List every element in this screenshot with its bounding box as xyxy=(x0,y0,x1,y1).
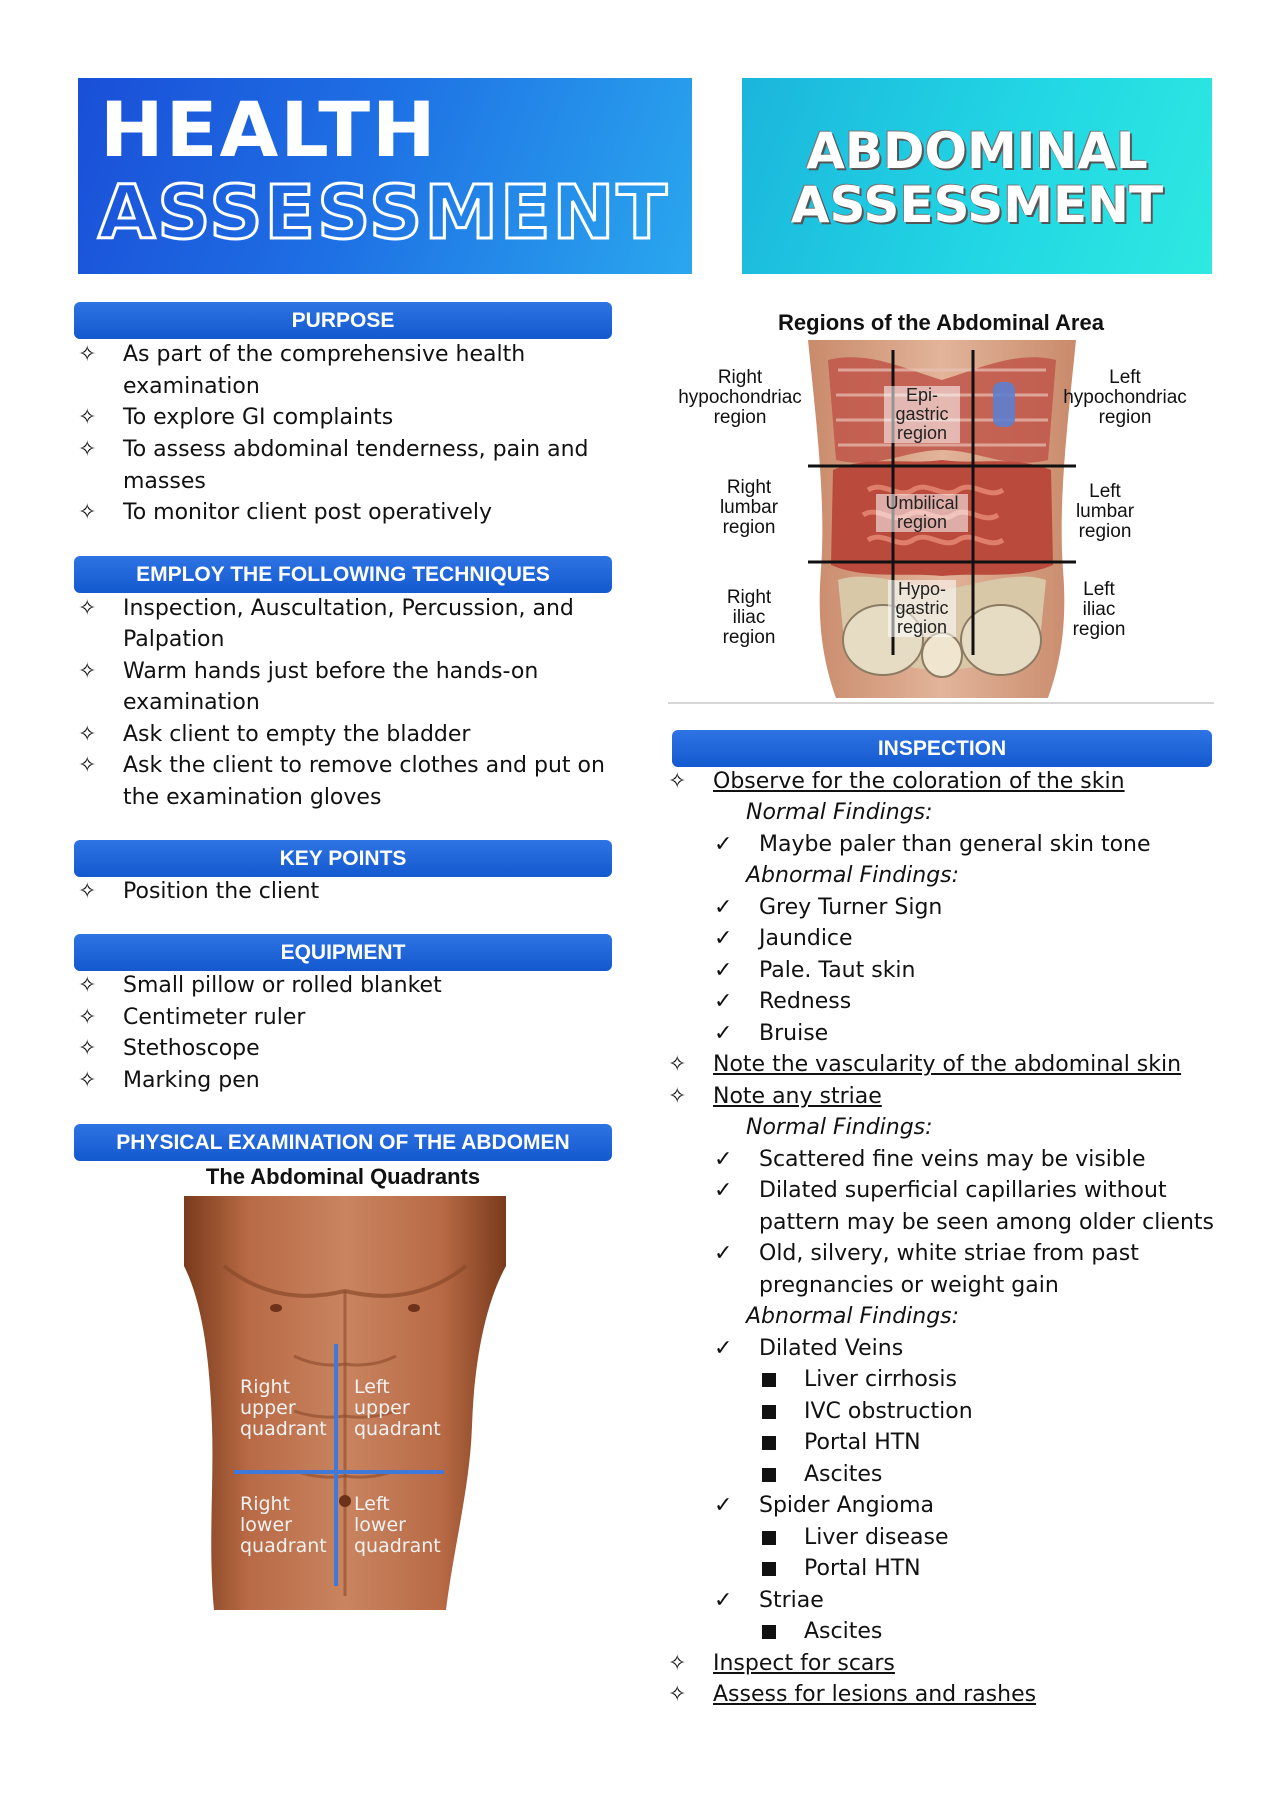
purpose-bullet-icon: ✧ xyxy=(78,500,97,525)
epi-line3: region xyxy=(896,423,948,443)
technique-bullet-icon: ✧ xyxy=(78,596,97,621)
umbilical-label xyxy=(876,494,968,532)
ll-line1: Left xyxy=(1089,481,1121,502)
ri-line1: Right xyxy=(726,587,772,608)
llq-line2: lower xyxy=(354,1514,406,1536)
rh-line3: region xyxy=(713,407,767,428)
check-icon: ✓ xyxy=(714,926,733,951)
inspection-header: INSPECTION xyxy=(672,730,1212,767)
purpose-bullet-icon: ✧ xyxy=(78,342,97,367)
ri-line2: iliac xyxy=(732,607,766,628)
technique-item-4-line1: Ask the client to remove clothes and put on xyxy=(123,753,605,778)
coloration-normal-1: Maybe paler than general skin tone xyxy=(759,832,1151,857)
coloration-abnormal-5: Bruise xyxy=(759,1021,829,1046)
rlq-line1: Right xyxy=(240,1493,291,1515)
abdominal-assessment-banner xyxy=(742,78,1212,274)
dilated-veins: Dilated Veins xyxy=(759,1336,904,1361)
rlq-label xyxy=(240,1494,327,1557)
purpose-bullet-icon: ✧ xyxy=(78,405,97,430)
dilated-veins-item-3: Portal HTN xyxy=(804,1430,921,1455)
lh-line2: hypochondriac xyxy=(1063,387,1187,408)
purpose-item-3-line2: masses xyxy=(123,469,206,494)
inspection-bullet-icon: ✧ xyxy=(668,1682,687,1707)
striae-heading: Note any striae xyxy=(713,1084,882,1109)
health-assessment-banner xyxy=(78,78,692,274)
left-iliac-label xyxy=(1050,580,1148,640)
square-bullet-icon xyxy=(762,1625,776,1639)
luq-label xyxy=(354,1377,441,1440)
ll-line3: region xyxy=(1078,521,1132,542)
striae-normal-2-line1: Dilated superficial capillaries without xyxy=(759,1178,1167,1203)
striae-abnormal-label: Abnormal Findings: xyxy=(746,1304,960,1329)
banner-title-line2: ASSESSMENT xyxy=(98,170,669,256)
check-icon: ✓ xyxy=(714,832,733,857)
lh-line3: region xyxy=(1098,407,1152,428)
technique-bullet-icon: ✧ xyxy=(78,659,97,684)
equipment-item-4: Marking pen xyxy=(123,1068,260,1093)
inspection-bullet-icon: ✧ xyxy=(668,1052,687,1077)
left-hypochondriac-label xyxy=(1052,368,1198,428)
coloration-normal-label: Normal Findings: xyxy=(746,800,933,825)
square-bullet-icon xyxy=(762,1562,776,1576)
li-line1: Left xyxy=(1083,579,1115,600)
striae-normal-1: Scattered fine veins may be visible xyxy=(759,1147,1146,1172)
llq-line1: Left xyxy=(354,1493,390,1515)
hypo-line1: Hypo- xyxy=(897,579,946,599)
coloration-abnormal-4: Redness xyxy=(759,989,852,1014)
spider-angioma-item-1: Liver disease xyxy=(804,1525,949,1550)
ri-line3: region xyxy=(722,627,776,648)
technique-item-4-line2: the examination gloves xyxy=(123,785,382,810)
llq-label xyxy=(354,1494,441,1557)
equipment-bullet-icon: ✧ xyxy=(78,973,97,998)
section-divider xyxy=(668,702,1214,704)
technique-bullet-icon: ✧ xyxy=(78,722,97,747)
rl-line2: lumbar xyxy=(719,497,779,518)
vascularity-heading: Note the vascularity of the abdominal skin xyxy=(713,1052,1182,1077)
technique-item-1-line2: Palpation xyxy=(123,627,225,652)
check-icon: ✓ xyxy=(714,1336,733,1361)
right-lumbar-label xyxy=(700,478,798,538)
technique-item-3: Ask client to empty the bladder xyxy=(123,722,471,747)
luq-line3: quadrant xyxy=(354,1418,441,1440)
check-icon: ✓ xyxy=(714,895,733,920)
check-icon: ✓ xyxy=(714,1588,733,1613)
equipment-bullet-icon: ✧ xyxy=(78,1068,97,1093)
banner-right-line2: ASSESSMENT xyxy=(790,176,1164,234)
equipment-item-2: Centimeter ruler xyxy=(123,1005,306,1030)
inspection-bullet-icon: ✧ xyxy=(668,1084,687,1109)
luq-line2: upper xyxy=(354,1397,410,1419)
check-icon: ✓ xyxy=(714,1178,733,1203)
check-icon: ✓ xyxy=(714,989,733,1014)
ll-line2: lumbar xyxy=(1075,501,1135,522)
rh-line2: hypochondriac xyxy=(678,387,802,408)
hypo-line2: gastric xyxy=(895,598,949,618)
epi-line2: gastric xyxy=(895,404,949,424)
right-iliac-label xyxy=(700,588,798,648)
striae-item-1: Ascites xyxy=(804,1619,883,1644)
rl-line1: Right xyxy=(726,477,772,498)
dilated-veins-item-1: Liver cirrhosis xyxy=(804,1367,957,1392)
epi-line1: Epi- xyxy=(905,385,938,405)
lh-line1: Left xyxy=(1109,367,1141,388)
ruq-line1: Right xyxy=(240,1376,291,1398)
luq-line1: Left xyxy=(354,1376,390,1398)
ruq-label xyxy=(240,1377,327,1440)
technique-bullet-icon: ✧ xyxy=(78,753,97,778)
purpose-item-2: To explore GI complaints xyxy=(123,405,394,430)
quadrants-caption: The Abdominal Quadrants xyxy=(205,1164,481,1189)
purpose-header: PURPOSE xyxy=(74,302,612,339)
ruq-line3: quadrant xyxy=(240,1418,327,1440)
hypogastric-label xyxy=(888,580,956,637)
coloration-abnormal-3: Pale. Taut skin xyxy=(759,958,916,983)
ruq-line2: upper xyxy=(240,1397,296,1419)
umb-line1: Umbilical xyxy=(885,493,959,513)
equipment-header: EQUIPMENT xyxy=(74,934,612,971)
square-bullet-icon xyxy=(762,1468,776,1482)
scars-heading: Inspect for scars xyxy=(713,1651,895,1676)
coloration-abnormal-2: Jaundice xyxy=(759,926,853,951)
hypo-line3: region xyxy=(896,617,948,637)
equipment-bullet-icon: ✧ xyxy=(78,1005,97,1030)
purpose-item-1-line1: As part of the comprehensive health xyxy=(123,342,526,367)
dilated-veins-item-2: IVC obstruction xyxy=(804,1399,973,1424)
purpose-bullet-icon: ✧ xyxy=(78,437,97,462)
key-point-bullet-icon: ✧ xyxy=(78,879,97,904)
striae-finding: Striae xyxy=(759,1588,824,1613)
square-bullet-icon xyxy=(762,1405,776,1419)
lesions-heading: Assess for lesions and rashes xyxy=(713,1682,1037,1707)
coloration-abnormal-1: Grey Turner Sign xyxy=(759,895,943,920)
abdominal-quadrants-image xyxy=(184,1196,506,1610)
technique-item-2-line2: examination xyxy=(123,690,260,715)
purpose-item-4: To monitor client post operatively xyxy=(123,500,493,525)
check-icon: ✓ xyxy=(714,1021,733,1046)
striae-normal-3-line2: pregnancies or weight gain xyxy=(759,1273,1059,1298)
left-lumbar-label xyxy=(1056,482,1154,542)
banner-title-line1: HEALTH xyxy=(100,85,438,174)
techniques-header: EMPLOY THE FOLLOWING TECHNIQUES xyxy=(74,556,612,593)
llq-line3: quadrant xyxy=(354,1535,441,1557)
rl-line3: region xyxy=(722,517,776,538)
key-point-item-1: Position the client xyxy=(123,879,320,904)
equipment-item-1: Small pillow or rolled blanket xyxy=(123,973,442,998)
check-icon: ✓ xyxy=(714,1147,733,1172)
inspection-bullet-icon: ✧ xyxy=(668,769,687,794)
banner-right-line1: ABDOMINAL xyxy=(806,122,1148,180)
rlq-line2: lower xyxy=(240,1514,292,1536)
epigastric-label xyxy=(884,386,960,443)
spider-angioma: Spider Angioma xyxy=(759,1493,935,1518)
technique-item-1-line1: Inspection, Auscultation, Percussion, and xyxy=(123,596,574,621)
coloration-heading: Observe for the coloration of the skin xyxy=(713,769,1125,794)
umb-line2: region xyxy=(896,512,948,532)
inspection-bullet-icon: ✧ xyxy=(668,1651,687,1676)
square-bullet-icon xyxy=(762,1436,776,1450)
spider-angioma-item-2: Portal HTN xyxy=(804,1556,921,1581)
dilated-veins-item-4: Ascites xyxy=(804,1462,883,1487)
torso-illustration xyxy=(184,1196,506,1610)
rlq-line3: quadrant xyxy=(240,1535,327,1557)
key-points-header: KEY POINTS xyxy=(74,840,612,877)
li-line2: iliac xyxy=(1082,599,1116,620)
check-icon: ✓ xyxy=(714,958,733,983)
technique-item-2-line1: Warm hands just before the hands-on xyxy=(123,659,539,684)
physical-exam-header: PHYSICAL EXAMINATION OF THE ABDOMEN xyxy=(74,1124,612,1161)
li-line3: region xyxy=(1072,619,1126,640)
striae-normal-2-line2: pattern may be seen among older clients xyxy=(759,1210,1214,1235)
check-icon: ✓ xyxy=(714,1493,733,1518)
check-icon: ✓ xyxy=(714,1241,733,1266)
regions-caption: Regions of the Abdominal Area xyxy=(778,310,1104,335)
striae-normal-3-line1: Old, silvery, white striae from past xyxy=(759,1241,1139,1266)
equipment-item-3: Stethoscope xyxy=(123,1036,260,1061)
purpose-item-1-line2: examination xyxy=(123,374,260,399)
coloration-abnormal-label: Abnormal Findings: xyxy=(746,863,960,888)
square-bullet-icon xyxy=(762,1373,776,1387)
square-bullet-icon xyxy=(762,1531,776,1545)
equipment-bullet-icon: ✧ xyxy=(78,1036,97,1061)
rh-line1: Right xyxy=(717,367,763,388)
right-hypochondriac-label xyxy=(670,368,810,428)
striae-normal-label: Normal Findings: xyxy=(746,1115,933,1140)
purpose-item-3-line1: To assess abdominal tenderness, pain and xyxy=(123,437,589,462)
